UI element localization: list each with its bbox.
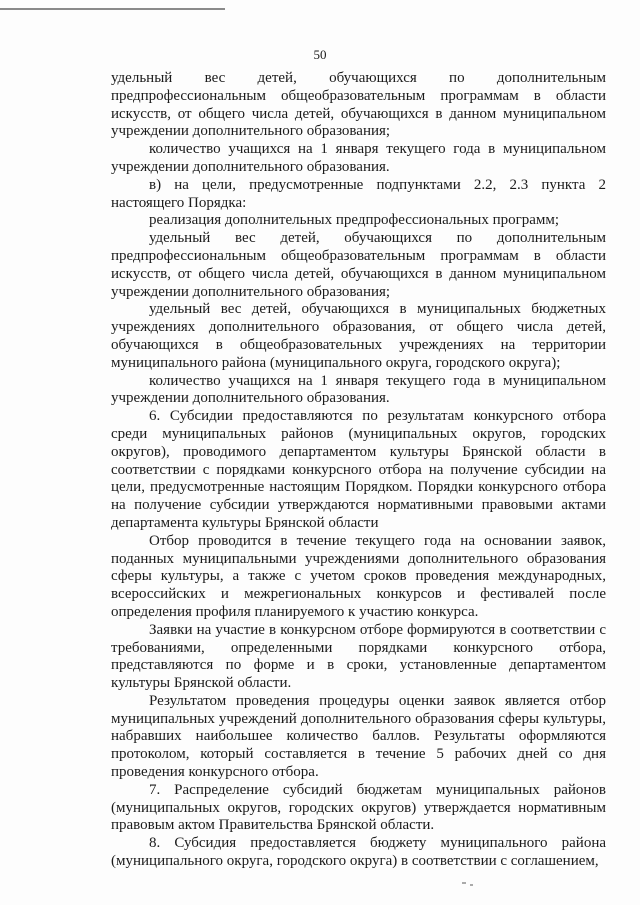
paragraph: 6. Субсидии предоставляются по результатам конкурсного отбора среди муниципальных районов (муниципальных округов, городских округов), проводимого департаментом культуры Брянской области в соответствии с порядками конкурсного отбора на получение субсидии на цели, предусмотренные настоящим Порядком. Порядки конкурсного отбора на получение субсидии утверждаются нормативными правовыми актами департамента культуры Брянской области (111, 408, 606, 531)
paragraph: удельный вес детей, обучающихся по дополнительным предпрофессиональным общеобразовательным программам в области искусств, от общего числа детей, обучающихся в данном муниципальном учреждении дополнительного образования; (111, 70, 606, 140)
paragraph: 8. Субсидия предоставляется бюджету муниципального района (муниципального округа, городского округа) в соответствии с соглашением, (111, 835, 606, 870)
paragraph: Заявки на участие в конкурсном отборе формируются в соответствии с требованиями, определенными порядками конкурсного отбора, представляются по форме и в сроки, установленные департаментом культуры Брянской области. (111, 621, 606, 692)
scan-speck (470, 884, 473, 886)
paragraph: Результатом проведения процедуры оценки заявок является отбор муниципальных учреждений дополнительного образования сферы культуры, набравших наибольшее количество баллов. Результаты оформляются протоколом, который составляется в течение 5 рабочих дней со дня проведения конкурсного отбора. (111, 692, 606, 781)
paragraph: количество учащихся на 1 января текущего года в муниципальном учреждении дополнительного образования. (111, 141, 606, 175)
page-number: 50 (313, 47, 327, 62)
top-rule (0, 8, 225, 10)
body-text (111, 70, 606, 871)
paragraph: реализация дополнительных предпрофессиональных программ; (149, 212, 560, 229)
paragraph: количество учащихся на 1 января текущего года в муниципальном учреждении дополнительного образования. (111, 372, 606, 407)
paragraph: в) на цели, предусмотренные подпунктами 2.2, 2.3 пункта 2 настоящего Порядка: (111, 176, 606, 211)
scan-speck (462, 882, 466, 884)
paragraph: 7. Распределение субсидий бюджетам муниципальных районов (муниципальных округов, городских округов) утверждается нормативным правовым актом Правительства Брянской области. (111, 781, 606, 834)
paragraph: удельный вес детей, обучающихся в муниципальных бюджетных учреждениях дополнительного образования, от общего числа детей, обучающихся в общеобразовательных учреждениях на территории муниципального района (муниципального округа, городского округа); (111, 301, 606, 371)
paragraph: удельный вес детей, обучающихся по дополнительным предпрофессиональным общеобразовательным программам в области искусств, от общего числа детей, обучающихся в данном муниципальном учреждении дополнительного образования; (111, 230, 606, 300)
paragraph: Отбор проводится в течение текущего года на основании заявок, поданных муниципальными учреждениями дополнительного образования сферы культуры, а также с учетом сроков проведения международных, всероссийских и межрегиональных конкурсов и фестивалей после определения профиля планируемого к участию конкурса. (111, 532, 606, 620)
